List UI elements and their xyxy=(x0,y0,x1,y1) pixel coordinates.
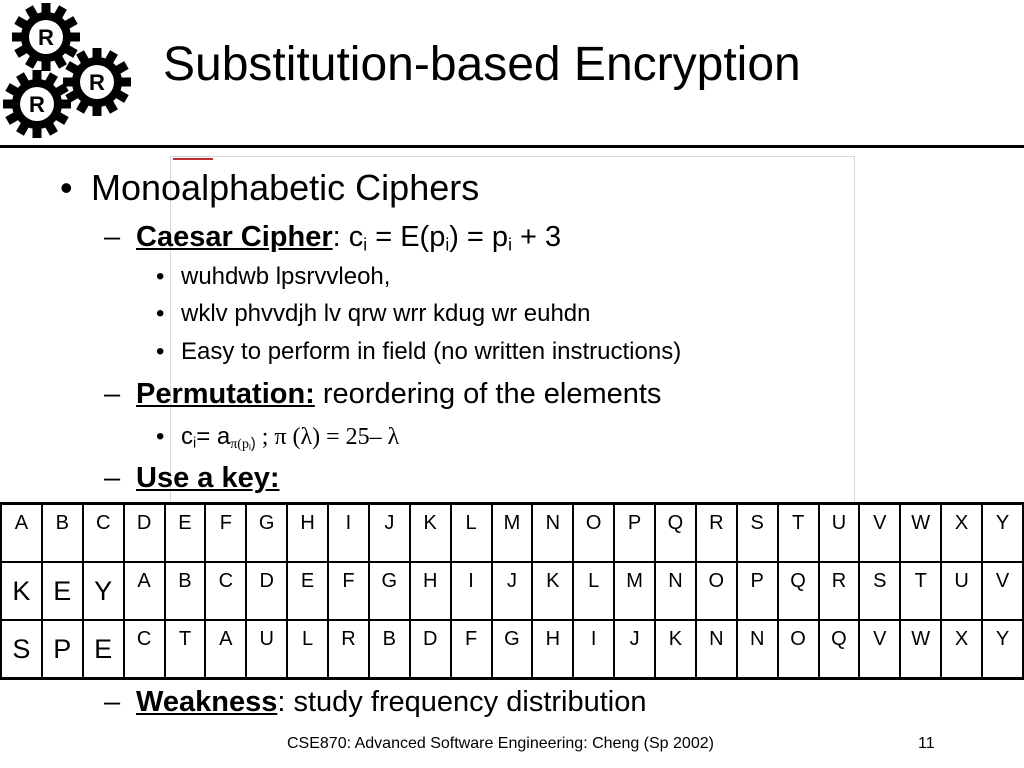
table-row xyxy=(1,562,1023,620)
table-cell: N xyxy=(655,562,696,620)
example-text: wklv phvvdjh lv qrw wrr kdug wr euhdn xyxy=(181,300,591,327)
table-cell: J xyxy=(614,620,655,679)
table-cell: F xyxy=(205,504,246,563)
dash-marker: – xyxy=(104,221,121,253)
dash-marker: – xyxy=(104,378,121,410)
table-cell: C xyxy=(205,562,246,620)
table-cell: N xyxy=(737,620,778,679)
table-cell: S xyxy=(737,504,778,563)
table-cell: U xyxy=(941,562,982,620)
caesar-example xyxy=(156,262,390,292)
table-cell: R xyxy=(696,504,737,563)
table-cell: A xyxy=(124,562,165,620)
bullet-dot: • xyxy=(60,167,73,208)
table-cell: I xyxy=(573,620,614,679)
table-cell: Q xyxy=(778,562,819,620)
table-cell: N xyxy=(532,504,573,563)
table-cell: V xyxy=(982,562,1023,620)
table-cell: K xyxy=(410,504,451,563)
table-cell: U xyxy=(246,620,287,679)
table-cell: G xyxy=(246,504,287,563)
table-row xyxy=(1,620,1023,679)
table-cell: F xyxy=(451,620,492,679)
table-cell: P xyxy=(614,504,655,563)
permutation-text: reordering of the elements xyxy=(314,378,662,410)
caesar-example xyxy=(156,337,681,367)
table-cell: Y xyxy=(982,504,1023,563)
table-cell: B xyxy=(369,620,410,679)
formula-text: = a xyxy=(196,423,231,450)
slide-title: Substitution-based Encryption xyxy=(163,38,801,91)
permutation-term: Permutation: xyxy=(136,378,315,410)
table-cell: B xyxy=(165,562,206,620)
example-text: wuhdwb lpsrvvleoh, xyxy=(181,263,391,290)
table-cell: M xyxy=(614,562,655,620)
table-cell: K xyxy=(655,620,696,679)
table-cell: P xyxy=(737,562,778,620)
subscript: i xyxy=(363,234,368,255)
weakness-term: Weakness xyxy=(136,686,278,718)
table-cell: D xyxy=(246,562,287,620)
faded-image-mark xyxy=(173,158,213,164)
example-text: Easy to perform in field (no written instructions) xyxy=(181,338,682,365)
table-cell: S xyxy=(859,562,900,620)
gear-icon xyxy=(3,70,71,138)
table-cell: U xyxy=(819,504,860,563)
table-cell: G xyxy=(369,562,410,620)
page-number: 11 xyxy=(918,735,935,752)
table-cell: P xyxy=(42,620,83,679)
table-cell: N xyxy=(696,620,737,679)
table-cell: C xyxy=(83,504,124,563)
subscript-part: ) xyxy=(250,435,256,452)
table-cell: C xyxy=(124,620,165,679)
table-cell: Y xyxy=(83,562,124,620)
table-cell: Q xyxy=(819,620,860,679)
table-cell: K xyxy=(532,562,573,620)
table-cell: H xyxy=(287,504,328,563)
table-cell: V xyxy=(859,620,900,679)
table-cell: V xyxy=(859,504,900,563)
caesar-text: : c xyxy=(332,221,364,253)
weakness-text: : study frequency distribution xyxy=(277,686,647,718)
bullet-dot: • xyxy=(156,338,165,365)
table-cell: G xyxy=(492,620,533,679)
bullet-dot: • xyxy=(156,263,165,290)
table-cell: Q xyxy=(655,504,696,563)
table-cell: A xyxy=(205,620,246,679)
dash-marker: – xyxy=(104,686,121,718)
title-divider xyxy=(0,145,1024,148)
subscript: i xyxy=(193,435,197,452)
table-cell: E xyxy=(287,562,328,620)
table-row xyxy=(1,504,1023,563)
table-cell: I xyxy=(451,562,492,620)
table-cell: X xyxy=(941,504,982,563)
bullet-permutation xyxy=(104,376,661,412)
subscript-part: π(p xyxy=(230,436,249,452)
table-cell: I xyxy=(328,504,369,563)
table-cell: H xyxy=(532,620,573,679)
dash-marker: – xyxy=(104,462,121,494)
bullet-dot: • xyxy=(156,423,165,450)
table-cell: E xyxy=(42,562,83,620)
table-cell: T xyxy=(165,620,206,679)
table-cell: E xyxy=(83,620,124,679)
bullet-use-key xyxy=(104,460,280,496)
table-cell: R xyxy=(819,562,860,620)
bullet-monoalphabetic xyxy=(60,166,479,210)
caesar-text: ) = p xyxy=(449,221,509,253)
table-cell: D xyxy=(410,620,451,679)
table-cell: E xyxy=(165,504,206,563)
gear-letter: R xyxy=(29,92,45,117)
table-cell: T xyxy=(778,504,819,563)
table-cell: J xyxy=(492,562,533,620)
formula-text: ; π (λ) = 25– λ xyxy=(255,424,400,450)
table-cell: O xyxy=(573,504,614,563)
bullet-text: Monoalphabetic Ciphers xyxy=(91,167,480,208)
table-cell: F xyxy=(328,562,369,620)
table-cell: L xyxy=(287,620,328,679)
key-substitution-table xyxy=(0,502,1024,680)
table-cell: S xyxy=(1,620,42,679)
gears-logo xyxy=(0,0,140,140)
caesar-text: + 3 xyxy=(511,221,562,253)
subscript xyxy=(230,436,255,452)
subscript: i xyxy=(508,234,512,255)
gear-letter: R xyxy=(89,70,105,95)
subscript: i xyxy=(445,234,450,255)
table-cell: D xyxy=(124,504,165,563)
table-cell: B xyxy=(42,504,83,563)
table-cell: R xyxy=(328,620,369,679)
table-cell: L xyxy=(573,562,614,620)
table-cell: J xyxy=(369,504,410,563)
table-cell: K xyxy=(1,562,42,620)
table-cell: Y xyxy=(982,620,1023,679)
subscript: i xyxy=(248,441,251,452)
use-key-term: Use a key: xyxy=(136,462,280,494)
gear-letter: R xyxy=(38,25,54,50)
table-cell: X xyxy=(941,620,982,679)
permutation-formula xyxy=(156,422,399,462)
bullet-caesar xyxy=(104,219,561,262)
formula-text: c xyxy=(181,423,193,450)
table-cell: W xyxy=(900,504,941,563)
footer-text: CSE870: Advanced Software Engineering: Cheng (Sp 2002) xyxy=(287,735,714,752)
table-cell: O xyxy=(778,620,819,679)
table-cell: M xyxy=(492,504,533,563)
gear-icon xyxy=(12,3,80,71)
table-cell: A xyxy=(1,504,42,563)
bullet-weakness xyxy=(104,684,647,720)
table-cell: W xyxy=(900,620,941,679)
table-cell: T xyxy=(900,562,941,620)
caesar-example xyxy=(156,299,591,329)
caesar-text: = E(p xyxy=(367,221,446,253)
gear-icon xyxy=(63,48,131,116)
bullet-dot: • xyxy=(156,300,165,327)
table-cell: H xyxy=(410,562,451,620)
caesar-term: Caesar Cipher xyxy=(136,221,333,253)
table-cell: O xyxy=(696,562,737,620)
table-cell: L xyxy=(451,504,492,563)
